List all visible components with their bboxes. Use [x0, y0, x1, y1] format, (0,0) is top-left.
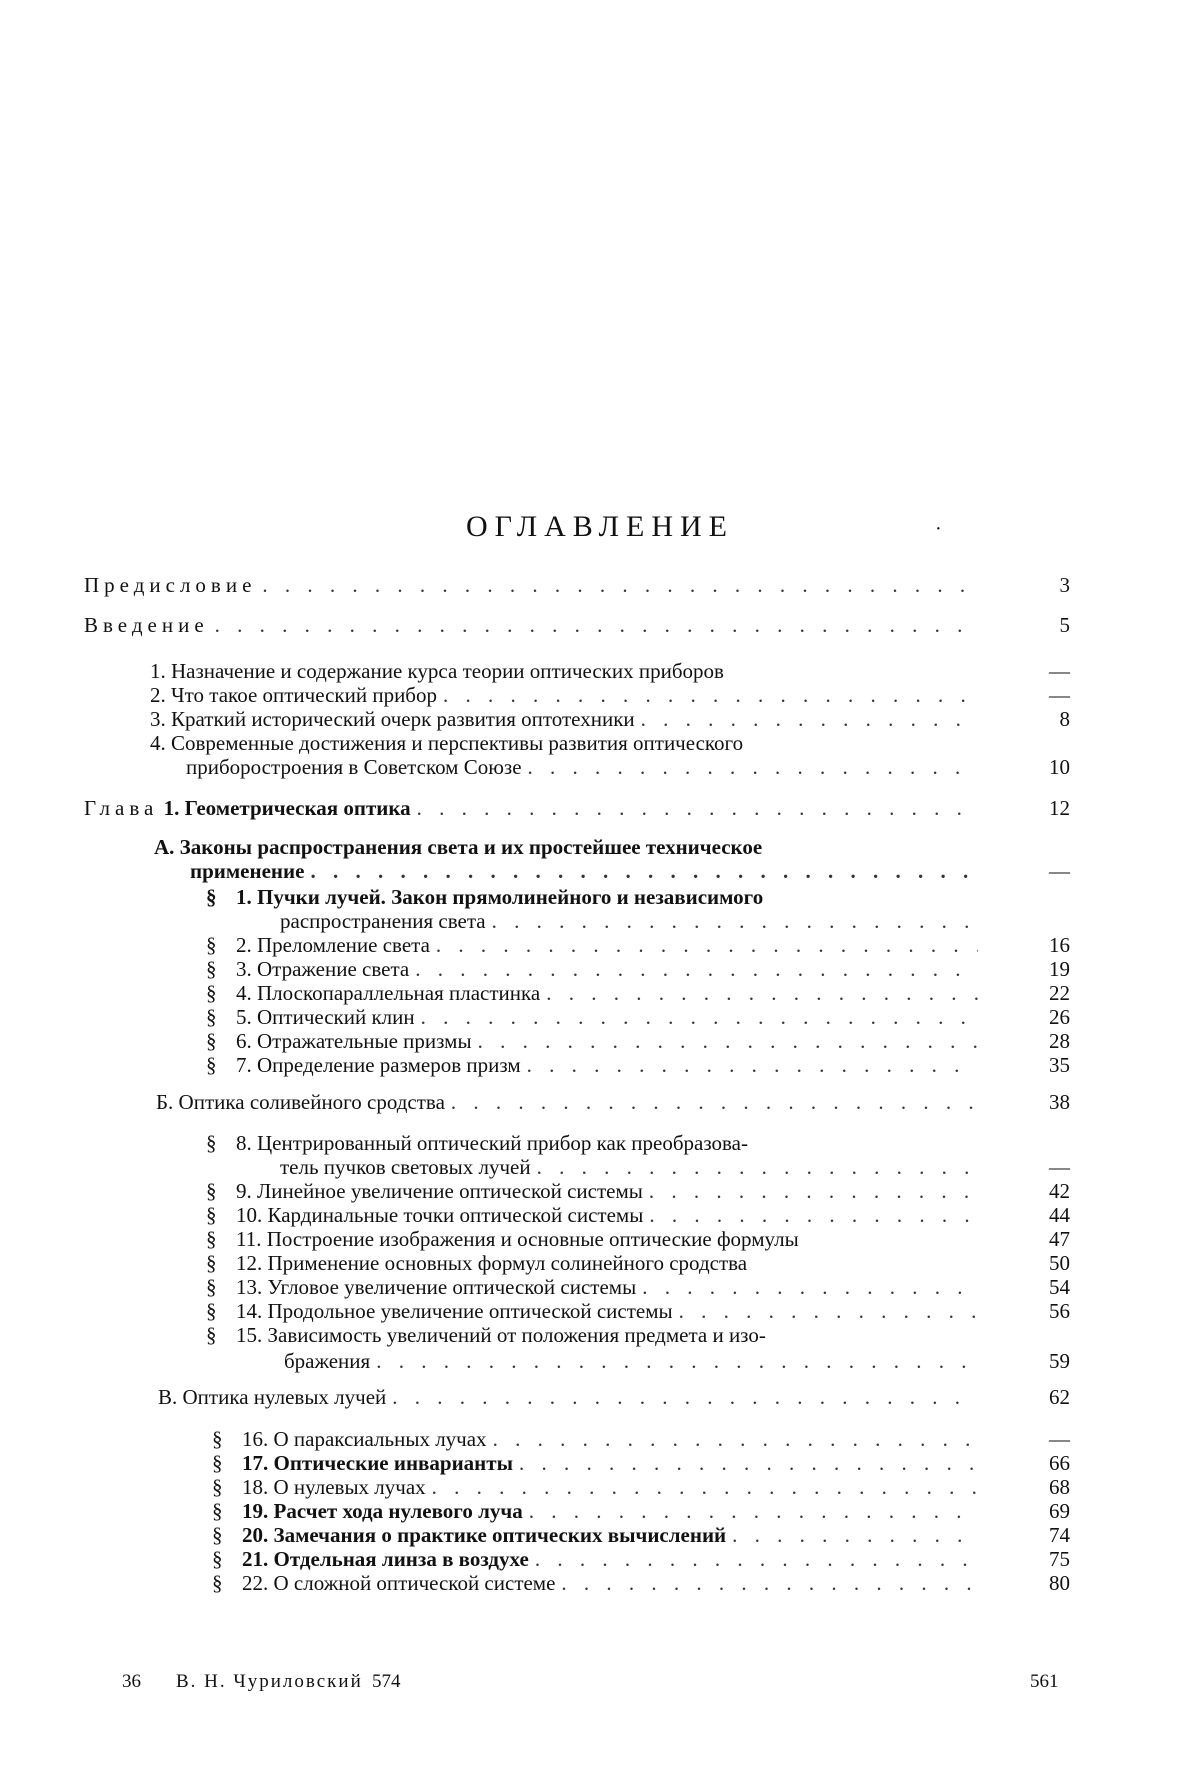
section-sign: § [206, 1227, 217, 1251]
toc-page-number: 16 [1049, 933, 1070, 957]
toc-entry[interactable] [212, 1547, 984, 1571]
toc-entry-label: 9. Линейное увеличение оптической системы [236, 1179, 643, 1203]
section-sign: § [206, 885, 217, 909]
leader-dots [679, 1299, 978, 1323]
toc-entry[interactable] [150, 707, 984, 731]
toc-entry[interactable] [280, 1155, 984, 1179]
toc-entry[interactable] [212, 1451, 984, 1475]
section-sign: § [212, 1475, 223, 1499]
toc-entry[interactable] [212, 1427, 984, 1451]
toc-page-number: 69 [1049, 1499, 1070, 1523]
toc-page-number: 12 [1049, 796, 1070, 820]
toc-page-number: 44 [1049, 1203, 1070, 1227]
toc-entry[interactable] [212, 1499, 984, 1523]
toc-entry[interactable] [156, 1090, 984, 1114]
toc-entry-label: 20. Замечания о практике оптических вычислений [242, 1523, 727, 1547]
toc-page-number: 74 [1049, 1523, 1070, 1547]
toc-page-number: 50 [1049, 1251, 1070, 1275]
leader-dots [732, 1523, 978, 1547]
leader-dots [649, 1203, 978, 1227]
toc-page-number: 80 [1049, 1571, 1070, 1595]
toc-entry-continuation: распространения света [280, 909, 486, 933]
toc-page-number: — [1049, 1155, 1070, 1179]
leader-dots [519, 1451, 978, 1475]
toc-page-number: 10 [1049, 755, 1070, 779]
toc-entry-label: 22. О сложной оптической системе [242, 1571, 556, 1595]
leader-dots [436, 933, 978, 957]
toc-entry-label: Б. Оптика соливейного сродства [156, 1090, 445, 1114]
leader-dots [527, 1053, 978, 1077]
toc-page-number: 5 [1059, 613, 1070, 637]
toc-entry[interactable] [206, 1053, 984, 1077]
toc-page-number: — [1049, 859, 1070, 883]
toc-page-number: 8 [1059, 707, 1070, 731]
section-sign: § [212, 1571, 223, 1595]
leader-dots [376, 1349, 978, 1373]
toc-entry[interactable] [212, 1571, 984, 1595]
leader-dots [310, 859, 978, 883]
chapter-label: Глава [84, 796, 159, 820]
toc-entry-label: Предисловие [84, 573, 257, 597]
toc-entry-label: 4. Современные достижения и перспективы развития оптического [150, 731, 744, 755]
toc-entry[interactable] [206, 1005, 984, 1029]
toc-page-number: 19 [1049, 957, 1070, 981]
chapter-title: 1. Геометрическая оптика [163, 796, 411, 820]
toc-page-number: 68 [1049, 1475, 1070, 1499]
toc-entry-label: 5. Оптический клин [236, 1005, 415, 1029]
footer-left-number: 36 [122, 1671, 141, 1692]
toc-entry[interactable] [206, 1179, 984, 1203]
toc-page-number: — [1049, 1427, 1070, 1451]
leader-dots [493, 1427, 978, 1451]
toc-page-number: 56 [1049, 1299, 1070, 1323]
section-sign: § [206, 1323, 217, 1347]
section-sign: § [212, 1499, 223, 1523]
section-sign: § [212, 1427, 223, 1451]
leader-dots [443, 683, 978, 707]
section-sign: § [206, 1299, 217, 1323]
toc-page-number: 54 [1049, 1275, 1070, 1299]
leader-dots [561, 1571, 978, 1595]
toc-entry-label: Введение [84, 613, 209, 637]
leader-dots [215, 613, 978, 637]
toc-page-number: 22 [1049, 981, 1070, 1005]
leader-dots [392, 1385, 978, 1409]
toc-entry-label: 19. Расчет хода нулевого луча [242, 1499, 523, 1523]
toc-entry-label: § 8. Центрированный оптический прибор как преобразова- [206, 1131, 748, 1155]
toc-entry-label: 17. Оптические инварианты [242, 1451, 513, 1475]
toc-entry[interactable] [158, 1385, 984, 1409]
toc-page-number: 42 [1049, 1179, 1070, 1203]
section-sign: § [206, 1131, 217, 1155]
toc-entry[interactable] [190, 859, 984, 883]
toc-page-number: 28 [1049, 1029, 1070, 1053]
toc-entry-label: В. Оптика нулевых лучей [158, 1385, 387, 1409]
toc-entry[interactable] [206, 1299, 984, 1323]
toc-entry[interactable] [206, 981, 984, 1005]
section-sign: § [206, 981, 217, 1005]
toc-entry-preface[interactable] [84, 573, 984, 597]
toc-entry[interactable] [206, 1029, 984, 1053]
toc-page-number: 75 [1049, 1547, 1070, 1571]
toc-entry-label: 16. О параксиальных лучах [242, 1427, 487, 1451]
footer-sheet-number: 561 [1030, 1671, 1059, 1692]
section-sign: § [206, 1029, 217, 1053]
toc-page-number: 62 [1049, 1385, 1070, 1409]
toc-entry-label: 1. Назначение и содержание курса теории оптических приборов [150, 659, 724, 683]
section-sign: § [212, 1547, 223, 1571]
toc-entry-label: § 1. Пучки лучей. Закон прямолинейного и независимого [206, 885, 764, 909]
toc-page-number: 26 [1049, 1005, 1070, 1029]
leader-dots [529, 1499, 978, 1523]
toc-entry[interactable] [212, 1475, 984, 1499]
page-title: ОГЛАВЛЕНИЕ [466, 510, 734, 543]
toc-entry-label: 3. Краткий исторический очерк развития оптотехники [150, 707, 635, 731]
section-sign: § [206, 1275, 217, 1299]
section-sign: § [206, 1053, 217, 1077]
toc-page-number: 66 [1049, 1451, 1070, 1475]
toc-entry[interactable] [206, 957, 984, 981]
section-sign: § [206, 1251, 217, 1275]
leader-dots [649, 1179, 978, 1203]
leader-dots [642, 1275, 978, 1299]
toc-entry-continuation: применение [190, 859, 305, 883]
toc-entry-continuation: бражения [284, 1349, 371, 1373]
toc-entry-label: 10. Кардинальные точки оптической системы [236, 1203, 644, 1227]
toc-entry-label: 3. Отражение света [236, 957, 410, 981]
toc-entry-label: 13. Угловое увеличение оптической системы [236, 1275, 637, 1299]
toc-page-number: 3 [1059, 573, 1070, 597]
toc-entry-label: 11. Построение изображения и основные оптические формулы [236, 1227, 799, 1251]
section-sign: § [212, 1451, 223, 1475]
toc-entry[interactable] [206, 1227, 984, 1251]
toc-entry[interactable] [206, 1251, 984, 1275]
toc-entry-label: § 15. Зависимость увеличений от положения предмета и изо- [206, 1323, 766, 1347]
toc-entry-chapter-1[interactable] [84, 796, 984, 820]
toc-page-number: — [1049, 683, 1070, 707]
toc-entry[interactable] [150, 683, 984, 707]
title-mark: · [935, 518, 942, 540]
footer-author: В. Н. Чуриловский [176, 1671, 363, 1692]
toc-entry-label: 2. Преломление света [236, 933, 430, 957]
leader-dots [421, 1005, 978, 1029]
leader-dots [415, 957, 978, 981]
toc-entry-introduction[interactable] [84, 613, 984, 637]
toc-entry[interactable] [150, 659, 984, 683]
toc-entry-continuation: тель пучков световых лучей [280, 1155, 531, 1179]
toc-entry[interactable] [284, 1349, 984, 1373]
toc-entry-label: 14. Продольное увеличение оптической системы [236, 1299, 673, 1323]
toc-entry[interactable] [206, 1275, 984, 1299]
leader-dots [528, 755, 978, 779]
toc-entry-label: 2. Что такое оптический прибор [150, 683, 437, 707]
toc-entry[interactable] [212, 1523, 984, 1547]
section-sign: § [212, 1523, 223, 1547]
leader-dots [641, 707, 978, 731]
toc-page-number: 47 [1049, 1227, 1070, 1251]
toc-entry-label: 7. Определение размеров призм [236, 1053, 521, 1077]
leader-dots [417, 796, 978, 820]
toc-page-number: 59 [1049, 1349, 1070, 1373]
toc-entry-label: 12. Применение основных формул солинейного сродства [236, 1251, 748, 1275]
toc-entry-label: 4. Плоскопараллельная пластинка [236, 981, 541, 1005]
toc-entry[interactable] [186, 755, 984, 779]
section-sign: § [206, 1179, 217, 1203]
toc-page-number: 38 [1049, 1090, 1070, 1114]
footer-order-number: 574 [372, 1671, 401, 1692]
toc-entry[interactable] [206, 1203, 984, 1227]
leader-dots [535, 1547, 978, 1571]
leader-dots [537, 1155, 978, 1179]
toc-entry-label: А. Законы распространения света и их простейшее техническое [154, 835, 763, 859]
toc-entry-label: 6. Отражательные призмы [236, 1029, 472, 1053]
leader-dots [262, 573, 978, 597]
leader-dots [432, 1475, 978, 1499]
leader-dots [546, 981, 978, 1005]
leader-dots [492, 909, 978, 933]
toc-entry-continuation: приборостроения в Советском Союзе [186, 755, 522, 779]
section-sign: § [206, 933, 217, 957]
toc-entry-label: 21. Отдельная линза в воздухе [242, 1547, 529, 1571]
toc-entry[interactable] [206, 933, 984, 957]
section-sign: § [206, 1203, 217, 1227]
section-sign: § [206, 957, 217, 981]
toc-page-number: 35 [1049, 1053, 1070, 1077]
section-sign: § [206, 1005, 217, 1029]
leader-dots [451, 1090, 978, 1114]
toc-entry[interactable] [280, 909, 984, 933]
leader-dots [478, 1029, 978, 1053]
toc-page-number: — [1049, 659, 1070, 683]
toc-entry-label: 18. О нулевых лучах [242, 1475, 426, 1499]
